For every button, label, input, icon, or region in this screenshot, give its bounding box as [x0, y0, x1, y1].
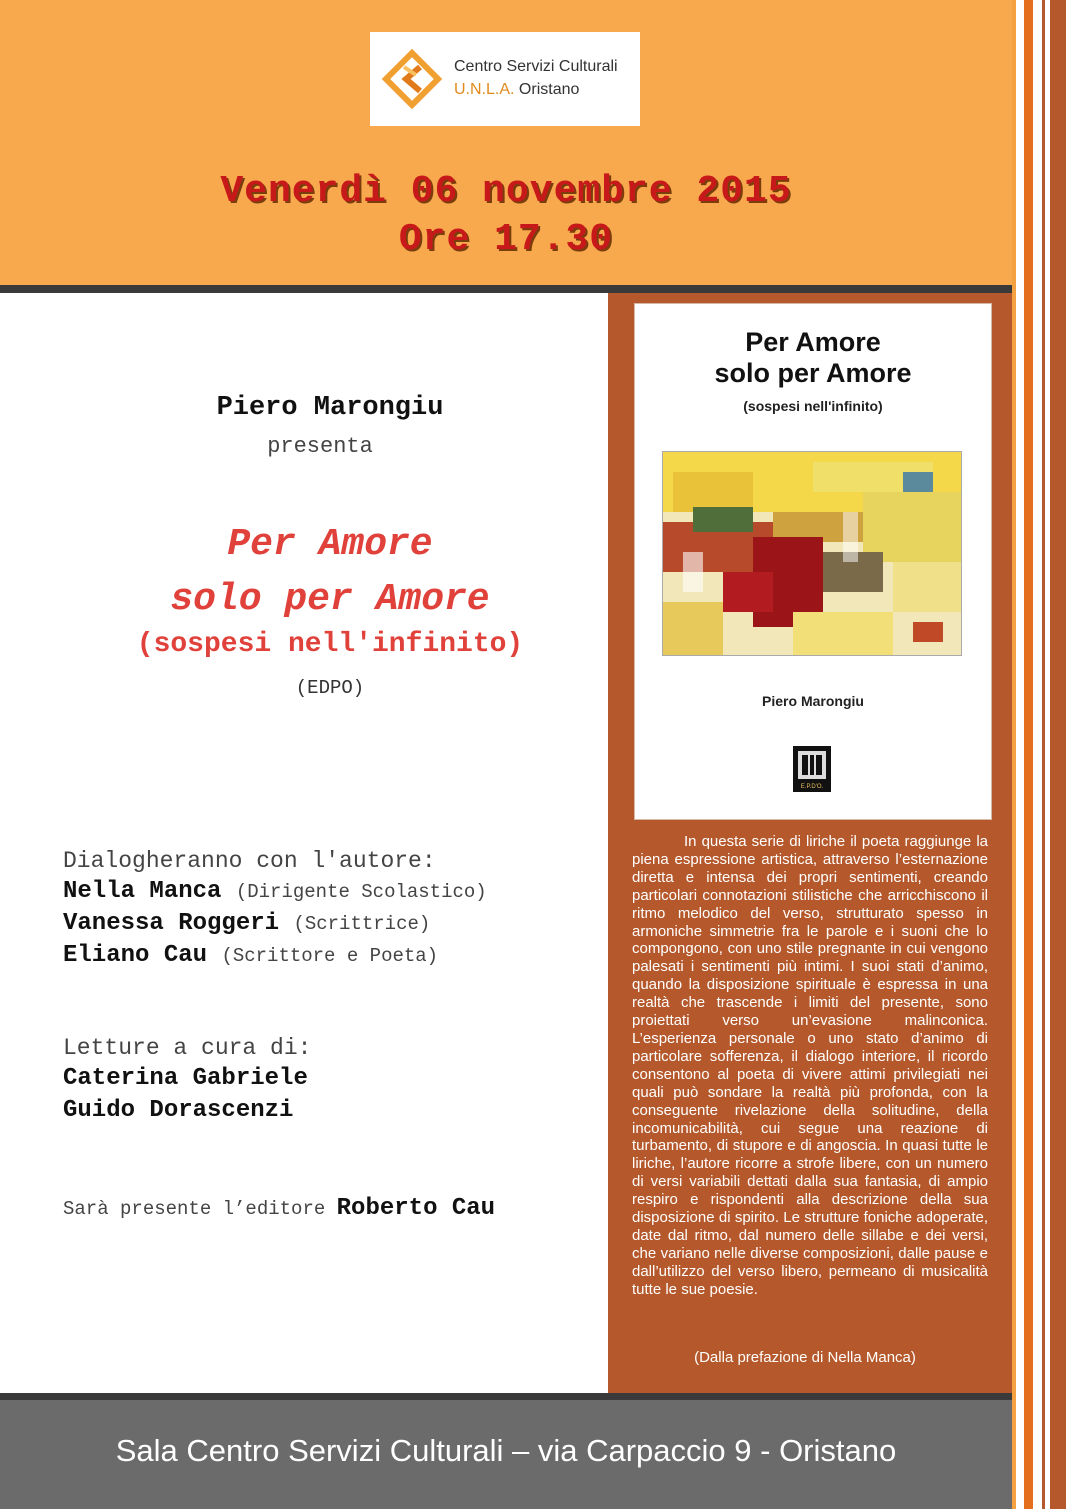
book-title-line2: solo per Amore — [170, 578, 490, 621]
decorative-stripes — [1012, 0, 1066, 1509]
divider-band — [0, 285, 1012, 293]
presenter-name: Piero Marongiu — [216, 393, 444, 423]
presenter-verb: presenta — [267, 434, 373, 459]
book-publisher: (EDPO) — [295, 677, 365, 699]
stripe — [1050, 0, 1066, 1509]
cover-author: Piero Marongiu — [762, 693, 864, 709]
description-credit: (Dalla prefazione di Nella Manca) — [694, 1349, 916, 1366]
speaker-role: (Dirigente Scolastico) — [235, 881, 487, 903]
speaker-role: (Scrittrice) — [293, 913, 431, 935]
book-title-line1: Per Amore — [227, 523, 433, 566]
book-subtitle: (sospesi nell'infinito) — [136, 629, 524, 660]
cover-title-line2: solo per Amore — [714, 358, 912, 388]
speaker-role: (Scrittore e Poeta) — [221, 945, 439, 967]
event-date: Venerdì 06 novembre 2015 — [220, 170, 792, 213]
dialogue-label: Dialogheranno con l'autore: — [63, 848, 436, 874]
stripe — [1012, 0, 1016, 1509]
readings-label: Letture a cura di: — [63, 1035, 312, 1061]
header-banner — [0, 0, 1012, 285]
publisher-logo-text: E.P.D'O. — [800, 784, 824, 790]
stripe — [1042, 0, 1045, 1509]
editor-name: Roberto Cau — [336, 1195, 496, 1222]
editor-prefix: Sarà presente l’editore — [63, 1198, 337, 1220]
organizer-logo — [370, 32, 640, 126]
logo-text-line2 — [454, 81, 579, 99]
book-description: In questa serie di liriche il poeta raggiunge la piena espressione artistica, attraverso l’esternazione diretta e intensa dei propri sentimenti, creando particolari connotazioni stilistiche che arricchiscono il ritmo melodico del verso, strutturato spesso in armoniche simmetrie fra le parole e i suoni che lo compongono, con uno stile pregnante in cui vengono palesati i sentimenti più intimi. I suoi stati d’animo, quando la disposizione spirituale è espressa in una realtà che trascende i limiti del presente, sono proiettati verso un’evasione malinconica. L’esperienza personale o uno stato d’animo di particolare sofferenza, il dialogo interiore, il ricordo consentono al poeta di vivere attimi privilegiati nei quali può sondare la realtà più profonda, con la conseguente rivelazione della solitudine, della incomunicabilità, cui segue una reazione di turbamento, di stupore e di angoscia. In quasi tutte le liriche, l’autore ricorre a strofe libere, con un numero di versi variabili dettati dalla sua fantasia, di ampio respiro e rispondenti alla descrizione della sua disposizione di spirito. Le strutture foniche adoperate, date dal ritmo, dal numero delle sillabe e dei versi, che variano nelle diverse composizioni, dalle pause e dall’utilizzo del verso libero, permeano di musicalità tutte le sue poesie. — [632, 833, 988, 1298]
publisher-logo-icon — [793, 746, 831, 792]
book-panel — [608, 293, 1012, 1393]
speaker — [63, 878, 487, 905]
stripe — [1024, 0, 1033, 1509]
logo-text-line1: Centro Servizi Culturali — [454, 58, 618, 75]
editor-line — [63, 1195, 495, 1222]
speaker-name: Eliano Cau — [63, 942, 208, 969]
event-details — [0, 293, 608, 1393]
divider-band — [0, 1393, 1012, 1400]
event-time: Ore 17.30 — [398, 218, 614, 261]
logo-city: Oristano — [514, 81, 580, 98]
reader-name: Guido Dorascenzi — [63, 1097, 294, 1124]
speaker-name: Nella Manca — [63, 878, 222, 905]
book-cover — [634, 303, 992, 820]
footer-banner — [0, 1400, 1012, 1509]
reader-name: Caterina Gabriele — [63, 1065, 308, 1092]
abstract-painting-image — [662, 451, 962, 656]
speaker — [63, 942, 438, 969]
logo-acronym: U.N.L.A. — [454, 81, 515, 98]
cover-subtitle: (sospesi nell'infinito) — [743, 398, 883, 414]
cover-title-line1: Per Amore — [745, 327, 881, 357]
speaker-name: Vanessa Roggeri — [63, 910, 280, 937]
diamond-logo-icon — [382, 49, 442, 109]
speaker — [63, 910, 430, 937]
venue-address: Sala Centro Servizi Culturali – via Carpaccio 9 - Oristano — [115, 1433, 897, 1468]
